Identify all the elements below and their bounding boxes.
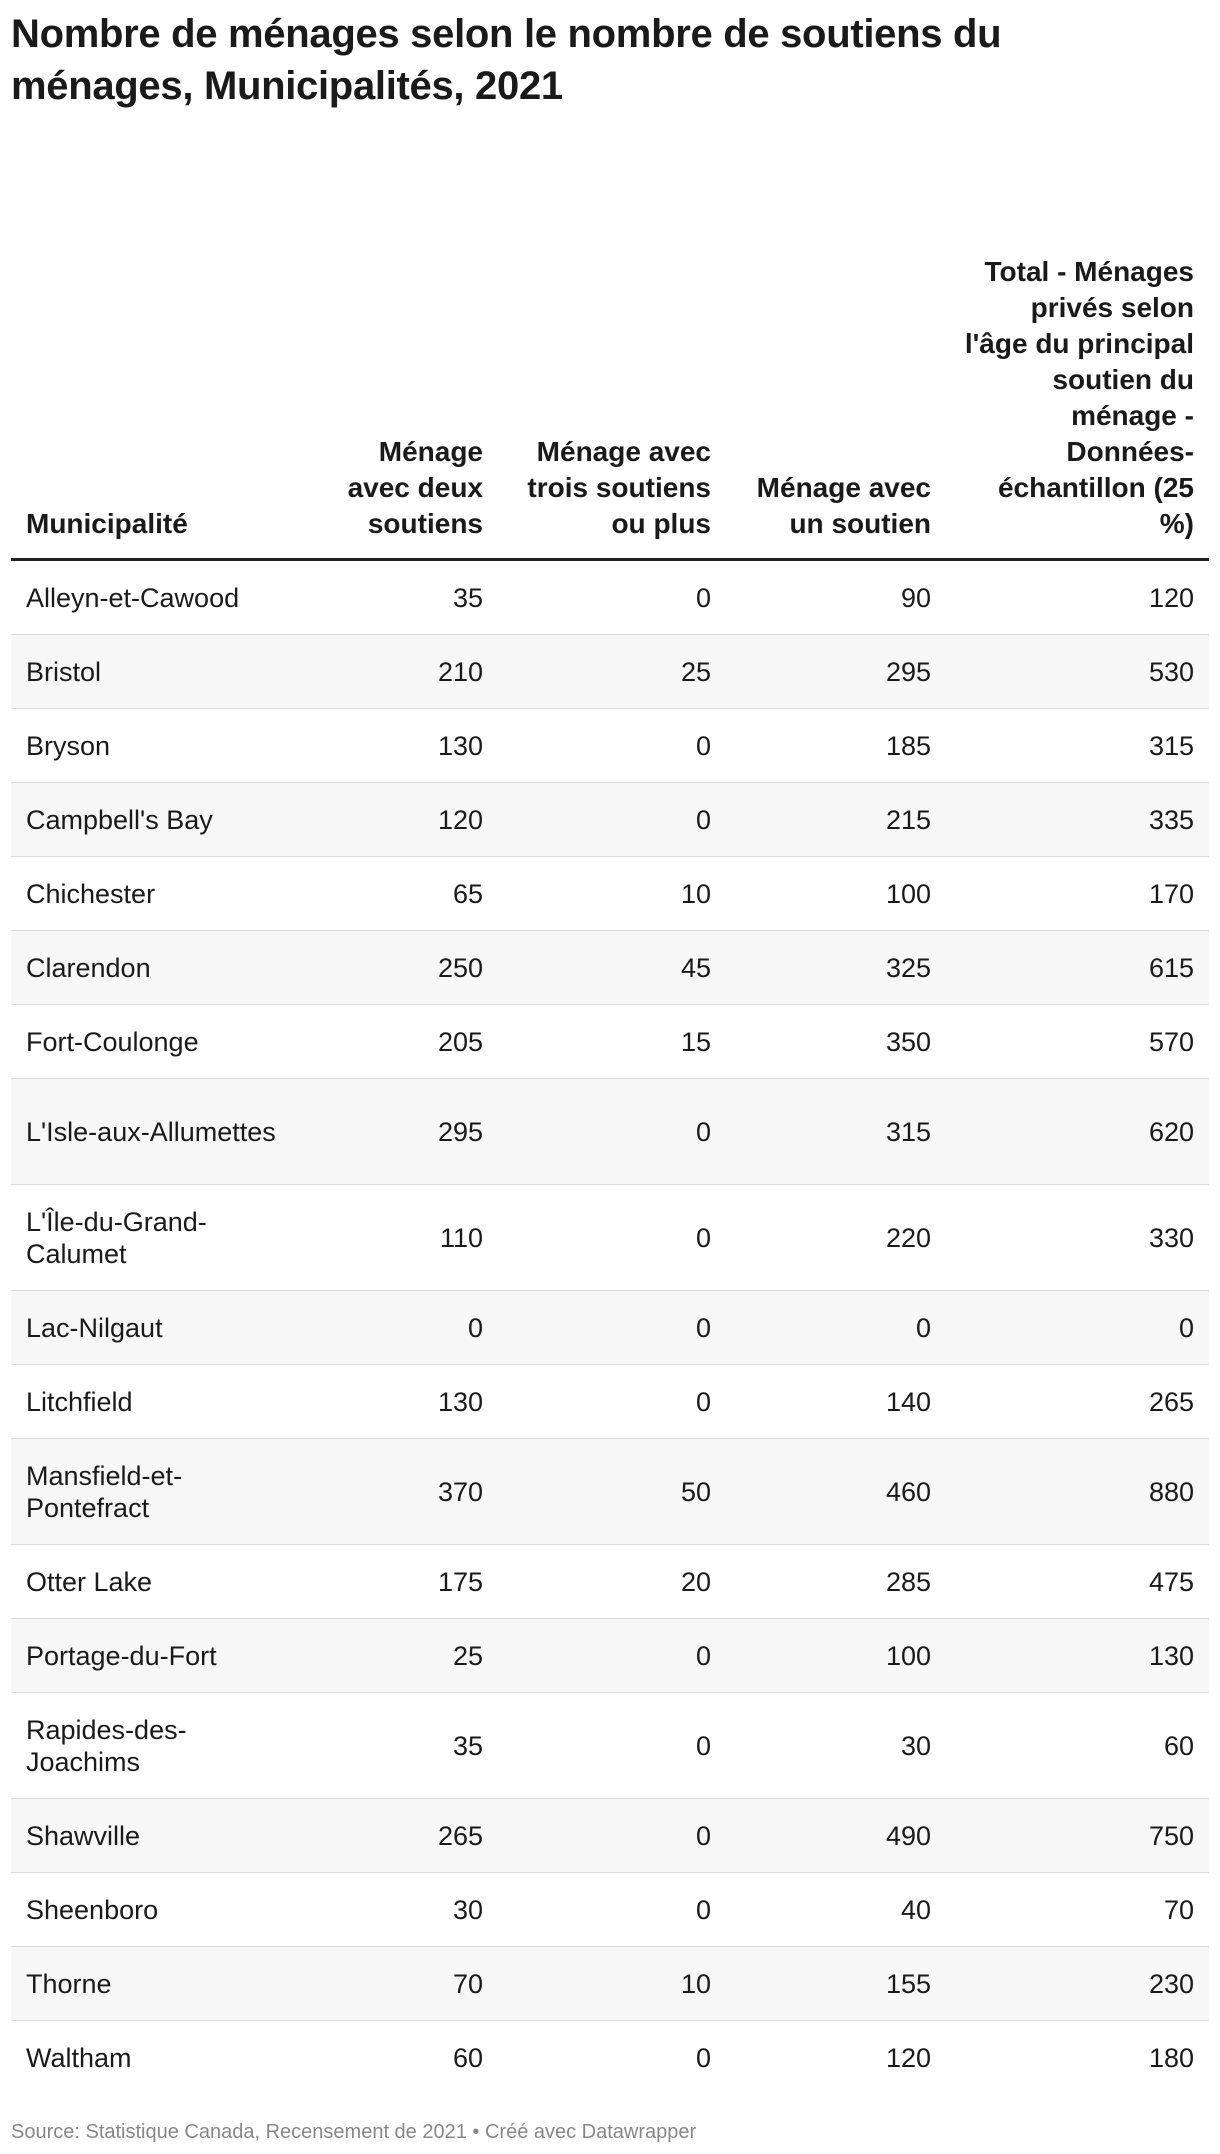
column-header-deux-soutiens[interactable]: Ménage avec deux soutiens — [298, 160, 498, 560]
deux-soutiens-cell: 130 — [298, 709, 498, 783]
total-cell: 230 — [946, 1947, 1209, 2021]
deux-soutiens-cell: 265 — [298, 1799, 498, 1873]
trois-soutiens-cell: 0 — [498, 1799, 726, 1873]
municipality-cell: Campbell's Bay — [11, 783, 298, 857]
total-cell: 60 — [946, 1693, 1209, 1799]
deux-soutiens-cell: 205 — [298, 1005, 498, 1079]
total-cell: 170 — [946, 857, 1209, 931]
table-row — [11, 1619, 1209, 1693]
table-row — [11, 783, 1209, 857]
trois-soutiens-cell: 0 — [498, 709, 726, 783]
municipality-cell: Thorne — [11, 1947, 298, 2021]
table-row — [11, 1873, 1209, 1947]
table-body — [11, 560, 1209, 2095]
municipality-cell: Otter Lake — [11, 1545, 298, 1619]
deux-soutiens-cell: 130 — [298, 1365, 498, 1439]
municipality-cell: Litchfield — [11, 1365, 298, 1439]
table-row — [11, 1693, 1209, 1799]
trois-soutiens-cell: 10 — [498, 857, 726, 931]
municipality-cell: Shawville — [11, 1799, 298, 1873]
municipality-cell: Portage-du-Fort — [11, 1619, 298, 1693]
column-header-municipalite[interactable]: Municipalité — [11, 160, 298, 560]
deux-soutiens-cell: 370 — [298, 1439, 498, 1545]
deux-soutiens-cell: 210 — [298, 635, 498, 709]
total-cell: 180 — [1148, 2042, 1194, 2073]
table-row — [11, 1947, 1209, 2021]
trois-soutiens-cell: 0 — [498, 1079, 726, 1185]
table-row — [11, 931, 1209, 1005]
un-soutien-cell: 40 — [726, 1873, 946, 1947]
deux-soutiens-cell: 250 — [298, 931, 498, 1005]
trois-soutiens-cell: 0 — [498, 560, 726, 635]
column-header-total[interactable]: Total - Ménages privés selon l'âge du principal soutien du ménage - Données-échantillon (25 %) — [946, 160, 1209, 560]
trois-soutiens-cell: 25 — [498, 635, 726, 709]
data-table — [11, 160, 1209, 2094]
total-cell: 570 — [946, 1005, 1209, 1079]
table-row — [11, 635, 1209, 709]
table-row — [11, 1799, 1209, 1873]
municipality-cell: Rapides-des-Joachims — [11, 1693, 298, 1799]
total-cell: 330 — [946, 1185, 1209, 1291]
total-cell: 475 — [946, 1545, 1209, 1619]
deux-soutiens-cell: 35 — [298, 560, 498, 635]
municipality-cell: Waltham — [26, 2042, 132, 2073]
total-cell: 615 — [946, 931, 1209, 1005]
municipality-cell: L'Île-du-Grand-Calumet — [11, 1185, 298, 1291]
deux-soutiens-cell: 175 — [298, 1545, 498, 1619]
table-row — [11, 1439, 1209, 1545]
un-soutien-cell: 30 — [726, 1693, 946, 1799]
trois-soutiens-cell: 20 — [498, 1545, 726, 1619]
total-cell: 70 — [946, 1873, 1209, 1947]
deux-soutiens-cell: 35 — [298, 1693, 498, 1799]
un-soutien-cell: 0 — [726, 1291, 946, 1365]
table-row — [11, 1079, 1209, 1185]
table-row — [11, 1545, 1209, 1619]
trois-soutiens-cell: 0 — [498, 1619, 726, 1693]
total-cell: 750 — [946, 1799, 1209, 1873]
un-soutien-cell: 185 — [726, 709, 946, 783]
un-soutien-cell: 325 — [726, 931, 946, 1005]
un-soutien-cell: 120 — [885, 2042, 931, 2073]
trois-soutiens-cell: 0 — [498, 1291, 726, 1365]
deux-soutiens-cell: 120 — [298, 783, 498, 857]
total-cell: 530 — [946, 635, 1209, 709]
total-cell: 315 — [946, 709, 1209, 783]
trois-soutiens-cell: 10 — [498, 1947, 726, 2021]
un-soutien-cell: 490 — [726, 1799, 946, 1873]
un-soutien-cell: 155 — [726, 1947, 946, 2021]
table-row — [11, 560, 1209, 635]
source-note: Source: Statistique Canada, Recensement de 2021 • Créé avec Datawrapper — [11, 2121, 697, 2143]
total-cell: 620 — [946, 1079, 1209, 1185]
header-row — [11, 160, 1209, 560]
table-row — [11, 709, 1209, 783]
table-row — [11, 2021, 1209, 2095]
table-row — [11, 857, 1209, 931]
total-cell: 265 — [946, 1365, 1209, 1439]
total-cell: 335 — [946, 783, 1209, 857]
total-cell: 0 — [946, 1291, 1209, 1365]
un-soutien-cell: 285 — [726, 1545, 946, 1619]
deux-soutiens-cell: 110 — [298, 1185, 498, 1291]
un-soutien-cell: 460 — [726, 1439, 946, 1545]
trois-soutiens-cell: 0 — [498, 1365, 726, 1439]
un-soutien-cell: 100 — [726, 857, 946, 931]
municipality-cell: Lac-Nilgaut — [11, 1291, 298, 1365]
municipality-cell: Bristol — [11, 635, 298, 709]
deux-soutiens-cell: 60 — [452, 2042, 483, 2073]
un-soutien-cell: 215 — [726, 783, 946, 857]
table-row — [11, 1291, 1209, 1365]
table-row — [11, 1185, 1209, 1291]
un-soutien-cell: 315 — [726, 1079, 946, 1185]
deux-soutiens-cell: 295 — [298, 1079, 498, 1185]
total-cell: 120 — [946, 560, 1209, 635]
trois-soutiens-cell: 0 — [695, 2042, 711, 2073]
column-header-un-soutien[interactable]: Ménage avec un soutien — [726, 160, 946, 560]
un-soutien-cell: 140 — [726, 1365, 946, 1439]
un-soutien-cell: 100 — [726, 1619, 946, 1693]
deux-soutiens-cell: 30 — [298, 1873, 498, 1947]
table-row — [11, 1005, 1209, 1079]
column-header-trois-soutiens[interactable]: Ménage avec trois soutiens ou plus — [498, 160, 726, 560]
municipality-cell: L'Isle-aux-Allumettes — [11, 1079, 298, 1185]
trois-soutiens-cell: 0 — [498, 1873, 726, 1947]
deux-soutiens-cell: 0 — [298, 1291, 498, 1365]
un-soutien-cell: 350 — [726, 1005, 946, 1079]
un-soutien-cell: 295 — [726, 635, 946, 709]
municipality-cell: Mansfield-et-Pontefract — [11, 1439, 298, 1545]
total-cell: 880 — [946, 1439, 1209, 1545]
table-row — [11, 1365, 1209, 1439]
trois-soutiens-cell: 50 — [498, 1439, 726, 1545]
un-soutien-cell: 220 — [726, 1185, 946, 1291]
municipality-cell: Alleyn-et-Cawood — [11, 560, 298, 635]
deux-soutiens-cell: 70 — [298, 1947, 498, 2021]
municipality-cell: Sheenboro — [11, 1873, 298, 1947]
municipality-cell: Bryson — [11, 709, 298, 783]
trois-soutiens-cell: 45 — [498, 931, 726, 1005]
trois-soutiens-cell: 0 — [498, 1693, 726, 1799]
chart-title: Nombre de ménages selon le nombre de soutiens du ménages, Municipalités, 2021 — [11, 12, 1002, 108]
un-soutien-cell: 90 — [726, 560, 946, 635]
municipality-cell: Fort-Coulonge — [11, 1005, 298, 1079]
deux-soutiens-cell: 65 — [298, 857, 498, 931]
total-cell: 130 — [946, 1619, 1209, 1693]
trois-soutiens-cell: 0 — [498, 783, 726, 857]
municipality-cell: Clarendon — [11, 931, 298, 1005]
deux-soutiens-cell: 25 — [298, 1619, 498, 1693]
trois-soutiens-cell: 0 — [498, 1185, 726, 1291]
municipality-cell: Chichester — [11, 857, 298, 931]
trois-soutiens-cell: 15 — [498, 1005, 726, 1079]
